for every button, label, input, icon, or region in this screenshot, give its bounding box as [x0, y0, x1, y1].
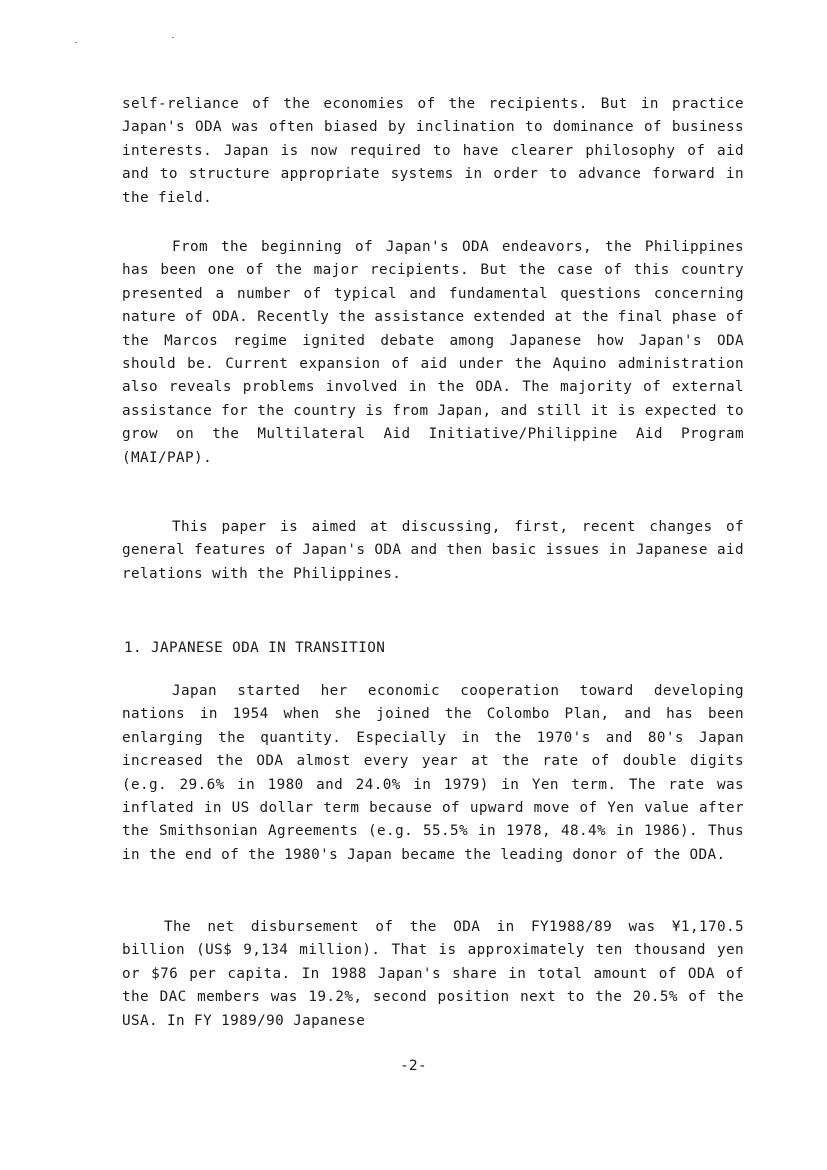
paragraph-philippines-recipient: From the beginning of Japan's ODA endeavors, the Philippines has been one of the major recipients. But the case of this country presented a number of typical and fundamental questions concerning nature of ODA. Recently the assistance extended at the final phase of the Marcos regime ignited debate among Japanese how Japan's ODA should be. Current expansion of aid under the Aquino administration also reveals problems involved in the ODA. The majority of external assistance for the country is from Japan, and still it is expected to grow on the Multilateral Aid Initiative/Philippine Aid Program (MAI/PAP). [122, 239, 744, 466]
scan-speck [75, 42, 77, 43]
page-number: -2- [399, 1058, 428, 1074]
paragraph-continuation: self-reliance of the economies of the recipients. But in practice Japan's ODA was often biased by inclination to dominance of business interests. Japan is now required to have clearer philosophy of aid and to structure appropriate systems in order to advance forward in the field. [122, 96, 744, 206]
paragraph-paper-aim: This paper is aimed at discussing, first, recent changes of general features of Japan's ODA and then basic issues in Japanese aid relations with the Philippines. [122, 519, 744, 582]
paragraph-economic-cooperation: Japan started her economic cooperation toward developing nations in 1954 when she joined the Colombo Plan, and has been enlarging the quantity. Especially in the 1970's and 80's Japan increased the ODA almost every year at the rate of double digits (e.g. 29.6% in 1980 and 24.0% in 1979) in Yen term. The rate was inflated in US dollar term because of upward move of Yen value after the Smithsonian Agreements (e.g. 55.5% in 1978, 48.4% in 1986). Thus in the end of the 1980's Japan became the leading donor of the ODA. [122, 683, 744, 863]
paragraph-net-disbursement: The net disbursement of the ODA in FY1988/89 was ¥1,170.5 billion (US$ 9,134 million). That is approximately ten thousand yen or $76 per capita. In 1988 Japan's share in total amount of ODA of the DAC members was 19.2%, second position next to the 20.5% of the USA. In FY 1989/90 Japanese [122, 919, 744, 1029]
section-heading: 1. JAPANESE ODA IN TRANSITION [124, 640, 386, 656]
scan-speck [172, 37, 174, 38]
